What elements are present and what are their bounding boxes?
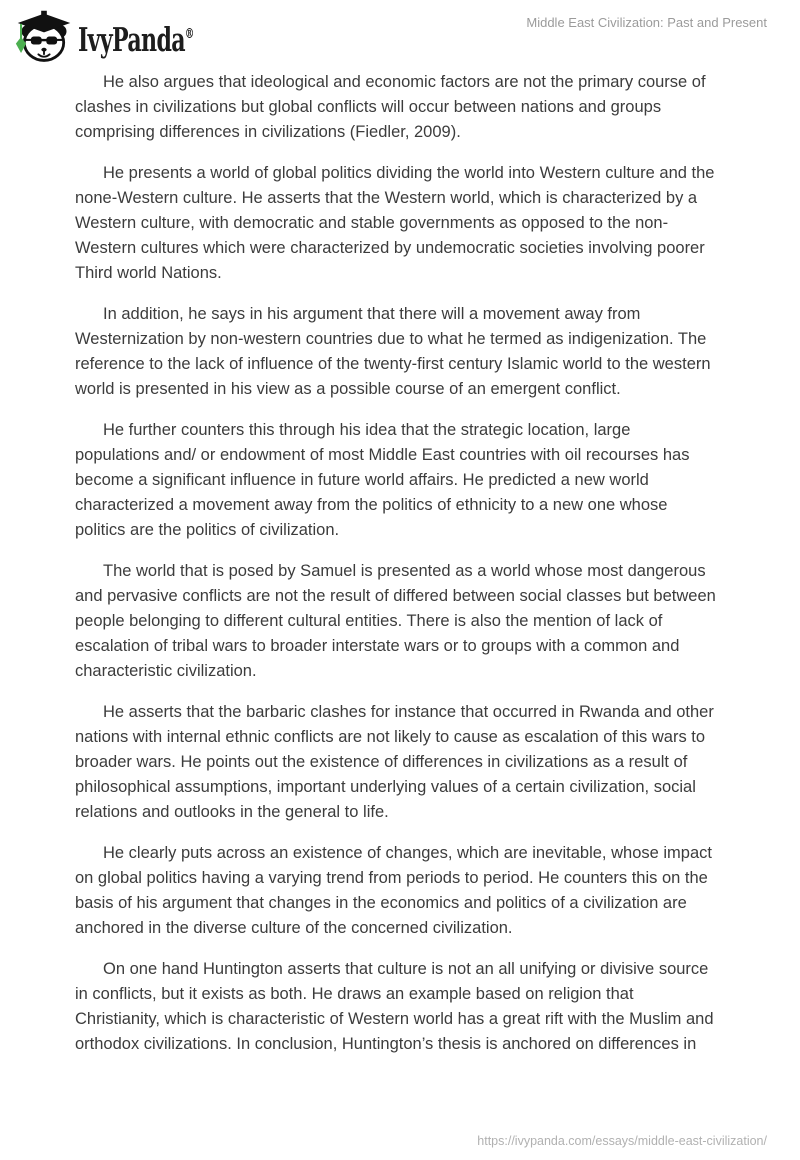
essay-paragraph: He presents a world of global politics dividing the world into Western culture and the none-Western culture. He asserts that the Western world, which is characterized by a Western culture, with democratic and stable governments as opposed to the non- Western cultures which were characterized by undemocratic societies involving poorer Third world Nations.	[75, 164, 715, 282]
essay-paragraph: He also argues that ideological and economic factors are not the primary course of clashes in civilizations but global conflicts will occur between nations and groups comprising differences in civilizations (Fiedler, 2009).	[75, 73, 706, 141]
essay-paragraph: On one hand Huntington asserts that culture is not an all unifying or divisive source in conflicts, but it exists as both. He draws an example based on religion that Christianity, which is characteristic of Western world has a great rift with the Muslim and orthodox civilizations. In conclusion, Huntington’s thesis is anchored on differences in	[75, 960, 714, 1053]
essay-paragraph: He further counters this through his idea that the strategic location, large populations and/ or endowment of most Middle East countries with oil recourses has become a significant influence in future world affairs. He predicted a new world characterized a movement away from the politics of ethnicity to a new one whose politics are the politics of civilization.	[75, 421, 690, 539]
essay-paragraph: He clearly puts across an existence of changes, which are inevitable, whose impact on global politics having a varying trend from periods to period. He counters this on the basis of his argument that changes in the economics and politics of a civilization are anchored in the diverse culture of the concerned civilization.	[75, 844, 712, 937]
logo-wordmark: IvyPanda®	[78, 20, 195, 59]
essay-paragraph: In addition, he says in his argument that there will a movement away from Westernization by non-western countries due to what he termed as indigenization. The reference to the lack of influence of the twenty-first century Islamic world to the western world is presented in his view as a possible course of an emergent conflict.	[75, 305, 711, 398]
page-header	[0, 0, 800, 70]
ivypanda-logo[interactable]	[14, 6, 252, 68]
registered-trademark-symbol: ®	[184, 26, 195, 42]
essay-paragraph: He asserts that the barbaric clashes for instance that occurred in Rwanda and other nations with internal ethnic conflicts are not likely to cause as escalation of this wars to broader wars. He points out the existence of differences in civilizations as a result of philosophical assumptions, important underlying values of a certain civilization, social relations and outlooks in the general to life.	[75, 703, 714, 821]
essay-paragraph: The world that is posed by Samuel is presented as a world whose most dangerous and pervasive conflicts are not the result of differed between social classes but between people belonging to different cultural entities. There is also the mention of lack of escalation of tribal wars to broader interstate wars or to groups with a common and characteristic civilization.	[75, 562, 716, 680]
essay-body	[75, 70, 760, 1073]
source-url-link[interactable]: https://ivypanda.com/essays/middle-east-civilization/	[477, 1134, 767, 1148]
ivypanda-panda-icon	[14, 9, 74, 65]
document-title: Middle East Civilization: Past and Present	[526, 15, 767, 30]
